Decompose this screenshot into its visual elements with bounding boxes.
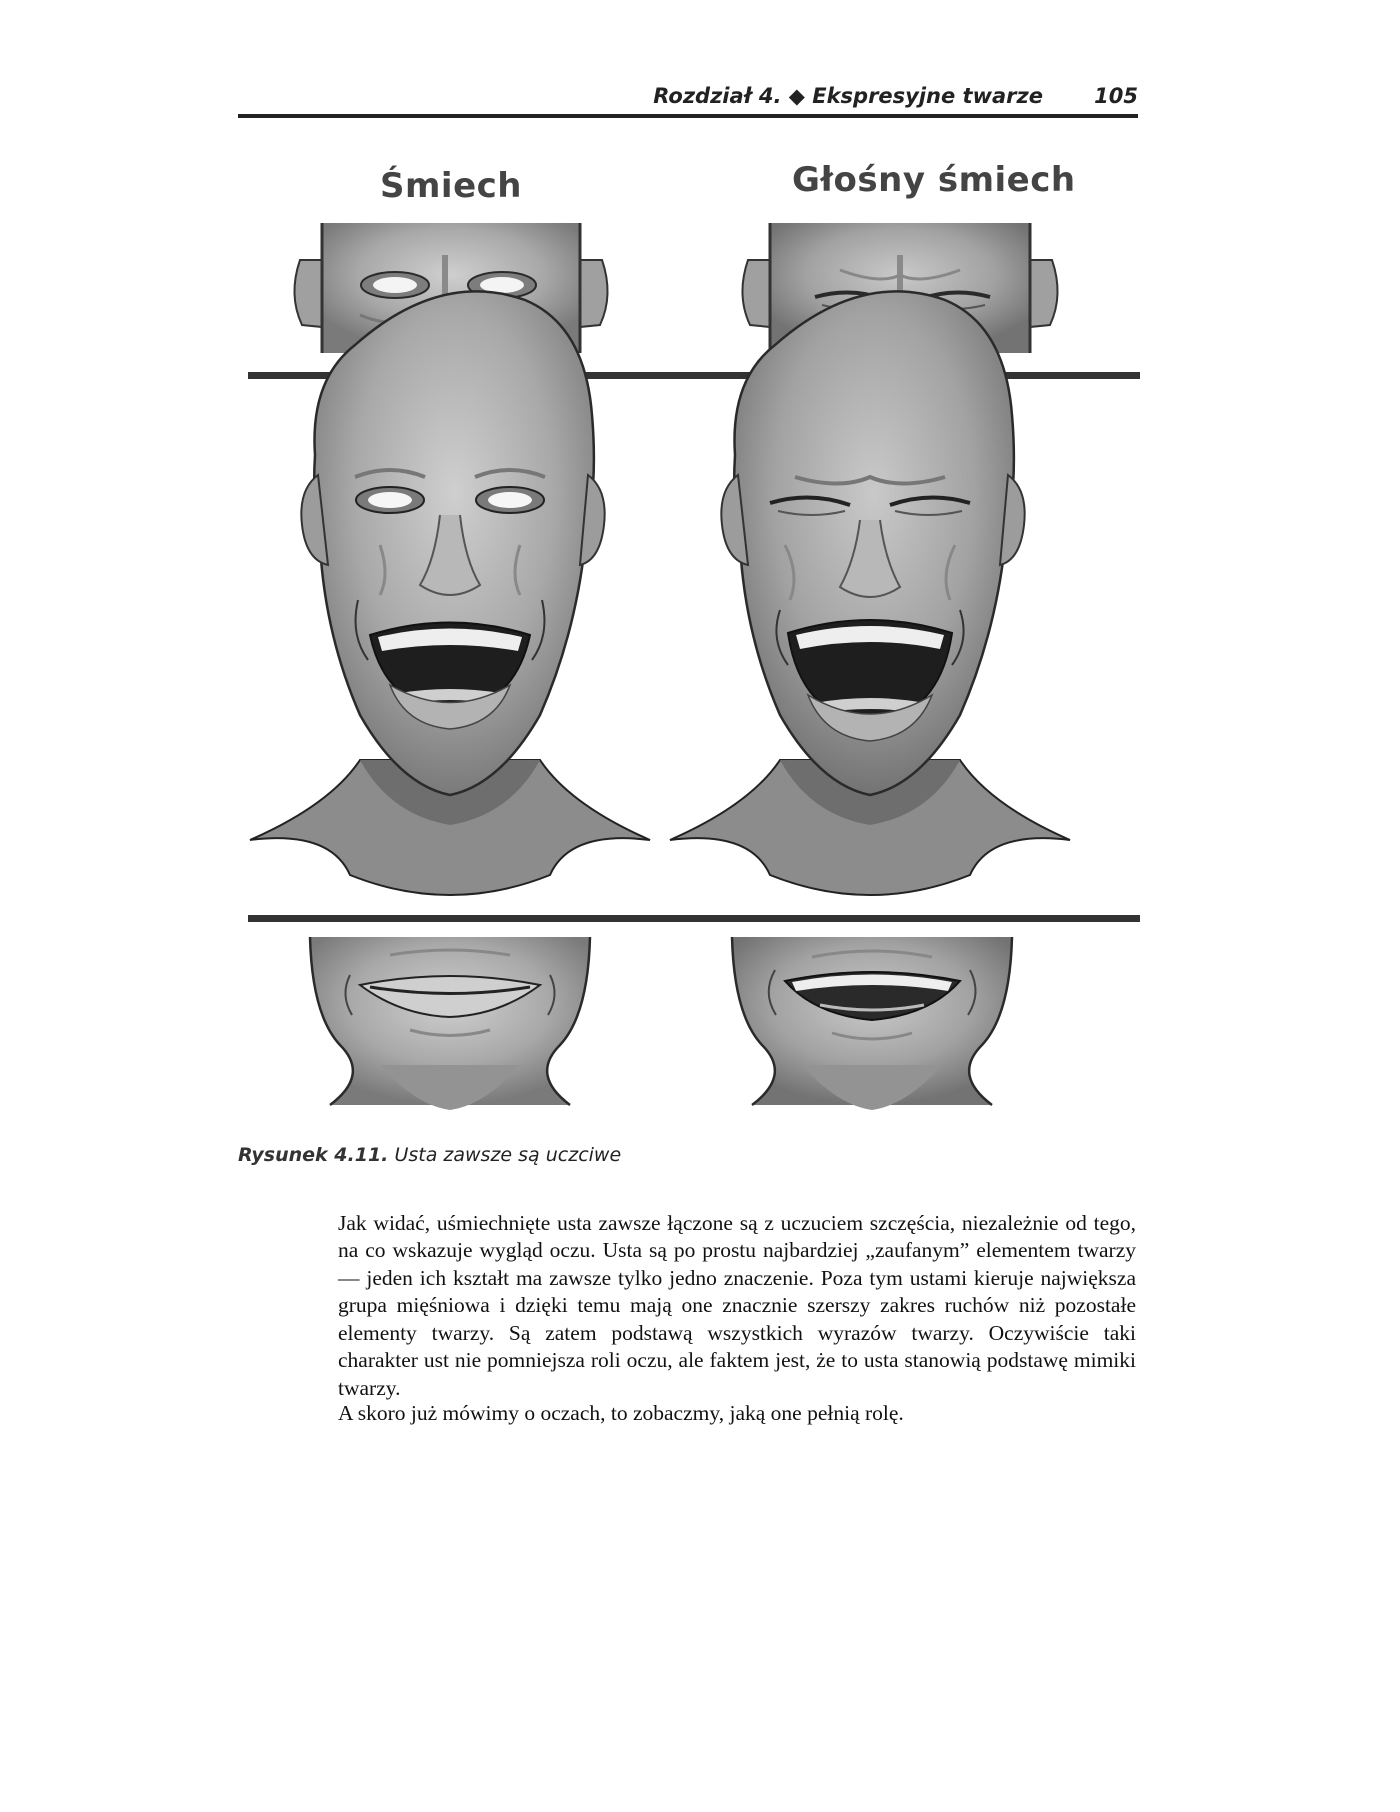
caption-label: Rysunek 4.11. — [238, 1144, 389, 1166]
face-laugh — [250, 291, 650, 895]
page-header — [238, 82, 1138, 118]
facial-expression-figure — [240, 215, 1140, 1115]
figure-illustration — [240, 215, 1140, 1115]
face-loud-laugh — [670, 291, 1070, 895]
mouth-panel-loud-laugh — [732, 937, 1012, 1110]
column-title-loud-laugh: Głośny śmiech — [792, 160, 1076, 200]
mouth-panel-laugh — [310, 937, 590, 1110]
figure-caption — [238, 1144, 621, 1166]
body-paragraph-2: A skoro już mówimy o oczach, to zobaczmy, jaką one pełnią rolę. — [338, 1400, 904, 1425]
caption-text: Usta zawsze są uczciwe — [394, 1144, 622, 1166]
column-title-laugh: Śmiech — [380, 166, 522, 206]
divider-bottom — [248, 915, 1140, 922]
running-header-chapter: Rozdział 4. ◆ Ekspresyjne twarze — [653, 84, 1043, 108]
body-paragraph-1: Jak widać, uśmiechnięte usta zawsze łączone są z uczuciem szczęścia, niezależnie od tego, na co wskazuje wygląd oczu. Usta są po prostu najbardziej „zaufanym” elementem twarzy — jeden ich kształt ma zawsze tylko jedno znaczenie. Poza tym ustami kieruje największa grupa mięśniowa i dzięki temu mają one znacznie szerszy zakres ruchów niż pozostałe elementy twarzy. Są zatem podstawą wszystkich wyrazów twarzy. Oczywiście taki charakter ust nie pomniejsza roli oczu, ale faktem jest, że to usta stanowią podstawę mimiki twarzy. — [338, 1210, 1136, 1400]
page-number: 105 — [1094, 84, 1138, 108]
